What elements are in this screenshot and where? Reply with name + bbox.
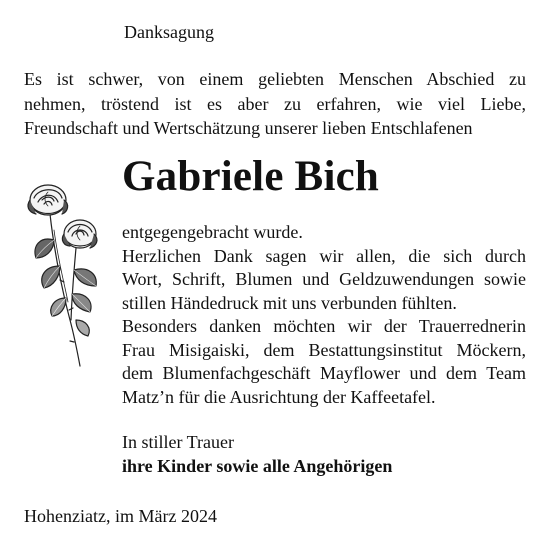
intro-line: Es ist schwer, von einem geliebten Menschen Abschied zu (24, 69, 526, 89)
rose-illustration-icon (14, 170, 114, 370)
intro-line: nehmen, tröstend ist es aber zu erfahren, wie viel Liebe, (24, 93, 526, 114)
thanks-line: Herzlichen Dank sagen wir allen, die sich durch (122, 245, 526, 266)
notice-heading: Danksagung (124, 22, 214, 42)
thanks-line: Frau Misigaiski, dem Bestattungsinstitut Möckern, (122, 339, 526, 360)
thanks-line: Wort, Schrift, Blumen und Geldzuwendungen sowie (122, 269, 526, 289)
signoff-greeting: In stiller Trauer (122, 432, 234, 452)
place-date: Hohenziatz, im März 2024 (24, 506, 217, 526)
thanks-line: Besonders danken möchten wir der Trauerrednerin (122, 316, 526, 336)
intro-paragraph (24, 67, 526, 141)
signoff-signatories: ihre Kinder sowie alle Angehörigen (122, 456, 393, 476)
thanks-paragraph (122, 221, 526, 409)
intro-line: Freundschaft und Wertschätzung unserer lieben Entschlafenen (24, 118, 473, 138)
thanks-line: entgegengebracht wurde. (122, 222, 303, 242)
signoff (122, 430, 392, 478)
deceased-name: Gabriele Bich (122, 153, 379, 200)
thanks-line: dem Blumenfachgeschäft Mayflower und dem Team (122, 363, 526, 383)
thanks-line: stillen Händedruck mit uns verbunden fühlten. (122, 292, 457, 313)
thanks-line: Matz’n für die Ausrichtung der Kaffeetafel. (122, 386, 436, 407)
